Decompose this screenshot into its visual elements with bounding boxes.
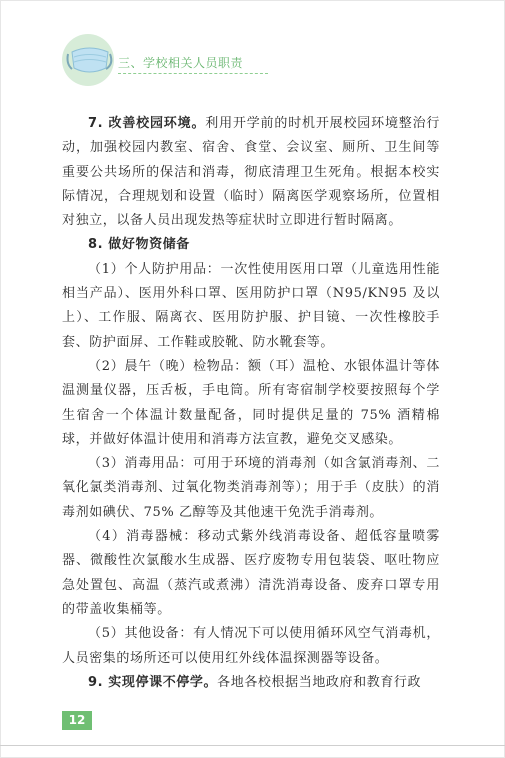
paragraph-8 <box>62 233 440 257</box>
item-9-text: 各地各校根据当地政府和教育行政 <box>217 674 422 690</box>
item-8-heading: 8. 做好物资储备 <box>88 237 190 253</box>
face-mask-icon <box>62 34 118 86</box>
item-7-text: 利用开学前的时机开展校园环境整治行动，加强校园内教室、宿舍、食堂、会议室、厕所、卫生间等重要公共场所的保洁和消毒，彻底清理卫生死角。根据本校实际情况，合理规划和设置（临时）隔离医学观察场所，位置相对独立，以备人员出现发热等症状时立即进行暂时隔离。 <box>62 116 441 229</box>
mask-graphic <box>62 34 118 86</box>
header-divider <box>118 73 268 74</box>
paragraph-9 <box>62 671 440 695</box>
item-7-heading: 7. 改善校园环境。 <box>88 116 206 131</box>
page-number: 12 <box>62 711 92 730</box>
paragraph-8-4: （4）消毒器械：移动式紫外线消毒设备、超低容量喷雾器、微酸性次氯酸水生成器、医疗废物专用包装袋、呕吐物应急处置包、高温（蒸汽或煮沸）清洗消毒设备、废弃口罩专用的带盖收集桶等。 <box>62 529 440 617</box>
section-title: 三、学校相关人员职责 <box>118 56 244 70</box>
bottom-rule <box>0 745 505 746</box>
paragraph-8-1: （1）个人防护用品：一次性使用医用口罩（儿童选用性能相当产品）、医用外科口罩、医用防护口罩（N95/KN95 及以上）、工作服、隔离衣、医用防护服、护目镜、一次性橡胶手套、防护面屏、工作鞋或胶靴、防水靴套等。 <box>62 261 440 350</box>
paragraph-8-5: （5）其他设备：有人情况下可以使用循环风空气消毒机，人员密集的场所还可以使用红外线体温探测器等设备。 <box>62 626 440 666</box>
paragraph-8-3: （3）消毒用品：可用于环境的消毒剂（如含氯消毒剂、二氧化氯类消毒剂、过氧化物类消毒剂等）；用于手（皮肤）的消毒剂如碘伏、75% 乙醇等及其他速干免洗手消毒剂。 <box>62 456 440 520</box>
item-9-heading: 9. 实现停课不停学。 <box>88 674 218 690</box>
paragraph-8-2: （2）晨午（晚）检物品：额（耳）温枪、水银体温计等体温测量仪器，压舌板，手电筒。所有寄宿制学校要按照每个学生宿舍一个体温计数量配备，同时提供足量的 75% 酒精棉球，并做好体温计使用和消毒方法宣教，避免交叉感染。 <box>62 358 440 447</box>
body-text <box>62 112 440 695</box>
paragraph-7 <box>62 112 440 233</box>
